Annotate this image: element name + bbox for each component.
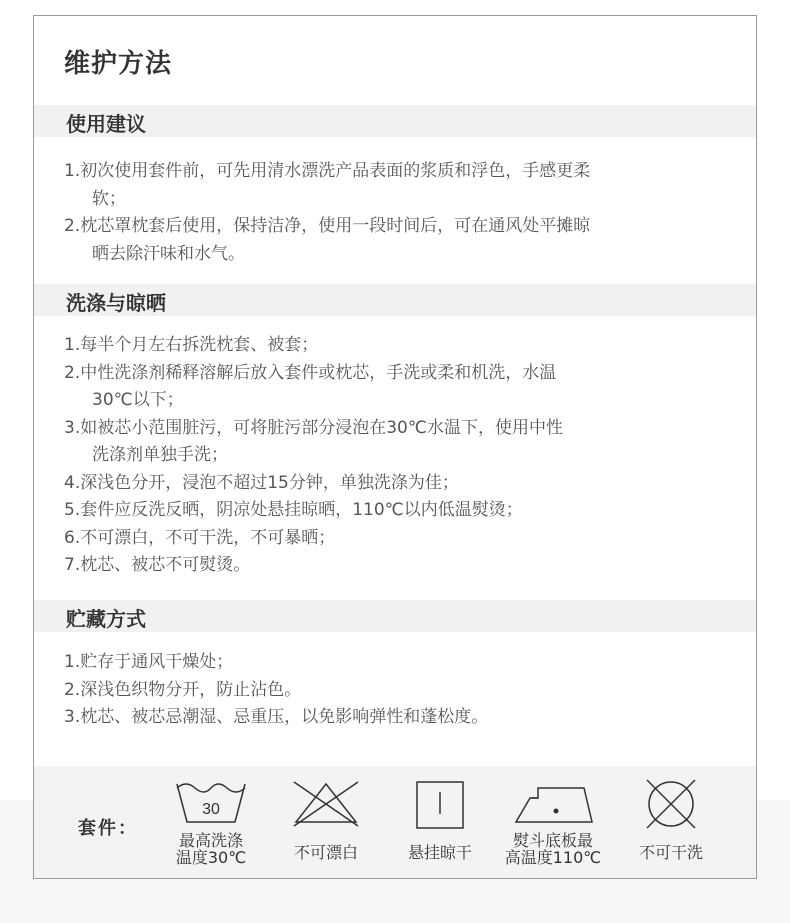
list-item [64,525,563,553]
storage-list [64,649,488,732]
item-text-continued: 晒去除汗味和水气。 [92,243,245,264]
list-item [64,704,488,732]
list-item [64,158,590,213]
care-symbol-line-dry [390,778,490,861]
item-number: 4. [64,472,81,493]
list-item [64,213,590,268]
caption-line: 最高洗涤 [178,831,243,850]
list-item [64,649,488,677]
page-title: 维护方法 [64,49,173,79]
item-text: 枕芯、被芯忌潮湿、忌重压，以免影响弹性和蓬松度。 [80,707,489,727]
iron-one-dot-icon [508,778,598,828]
item-number: 1. [64,652,81,672]
care-symbol-no-dry-clean [621,778,721,861]
item-text-continued: 软； [92,188,126,209]
item-text-continued: 洗涤剂单独手洗； [92,445,228,465]
item-number: 1. [64,335,81,355]
section-header-washing [34,284,756,316]
list-item [64,677,488,705]
section-title: 洗涤与晾晒 [66,291,166,315]
care-symbol-iron-110 [503,778,603,866]
tub-temperature-label: 30 [202,801,220,818]
care-caption [390,844,490,861]
item-number: 2. [64,216,81,236]
care-caption [503,832,603,866]
care-caption [161,832,261,866]
caption-line: 不可漂白 [293,843,358,862]
caption-line: 熨斗底板最 [512,831,593,850]
list-item [64,552,563,580]
section-header-storage [34,600,756,632]
wash-tub-30-icon [173,778,249,828]
item-text: 贮存于通风干燥处； [80,652,234,672]
item-text-continued: 30℃以下； [92,390,184,410]
section-title: 贮藏方式 [66,607,146,631]
section-title: 使用建议 [66,112,146,136]
item-text: 不可漂白，不可干洗，不可暴晒； [80,527,336,548]
caption-line: 不可干洗 [638,843,703,862]
washing-list [64,332,563,580]
list-item [64,470,563,498]
item-text: 初次使用套件前，可先用清水漂洗产品表面的浆质和浮色，手感更柔 [80,161,591,181]
caption-line: 温度30℃ [175,848,247,867]
item-number: 1. [64,161,81,181]
no-dry-clean-icon [633,778,709,830]
item-number: 3. [64,707,81,727]
item-text: 套件应反洗反晒，阴凉处悬挂晾晒，110℃以内低温熨烫； [80,500,523,520]
item-number: 2. [64,679,81,700]
care-label: 套件： [78,818,138,839]
list-item [64,415,563,470]
usage-list [64,158,590,268]
item-text: 每半个月左右拆洗枕套、被套； [80,335,319,355]
item-number: 3. [64,417,81,438]
list-item [64,497,563,525]
caption-line: 悬挂晾干 [407,843,472,862]
item-text: 深浅色分开，浸泡不超过15分钟，单独洗涤为佳； [80,472,459,493]
care-caption [276,844,376,861]
care-symbols-row [34,766,756,878]
care-instructions-card [33,15,757,879]
item-text: 枕芯罩枕套后使用，保持洁净，使用一段时间后，可在通风处平摊晾 [80,216,591,236]
list-item [64,332,563,360]
no-bleach-icon [288,778,364,830]
line-dry-icon [402,778,478,830]
section-header-usage [34,105,756,137]
item-number: 2. [64,362,81,383]
item-text: 枕芯、被芯不可熨烫。 [80,555,251,575]
list-item [64,360,563,415]
item-text: 中性洗涤剂稀释溶解后放入套件或枕芯，手洗或柔和机洗，水温 [80,362,557,383]
item-number: 6. [64,527,81,548]
care-symbol-no-bleach [276,778,376,861]
item-number: 7. [64,555,81,575]
care-caption [621,844,721,861]
item-text: 如被芯小范围脏污，可将脏污部分浸泡在30℃水温下，使用中性 [80,417,563,438]
caption-line: 高温度110℃ [504,848,602,867]
item-text: 深浅色织物分开，防止沾色。 [80,679,302,700]
item-number: 5. [64,500,81,520]
care-symbol-wash-30 [161,778,261,866]
